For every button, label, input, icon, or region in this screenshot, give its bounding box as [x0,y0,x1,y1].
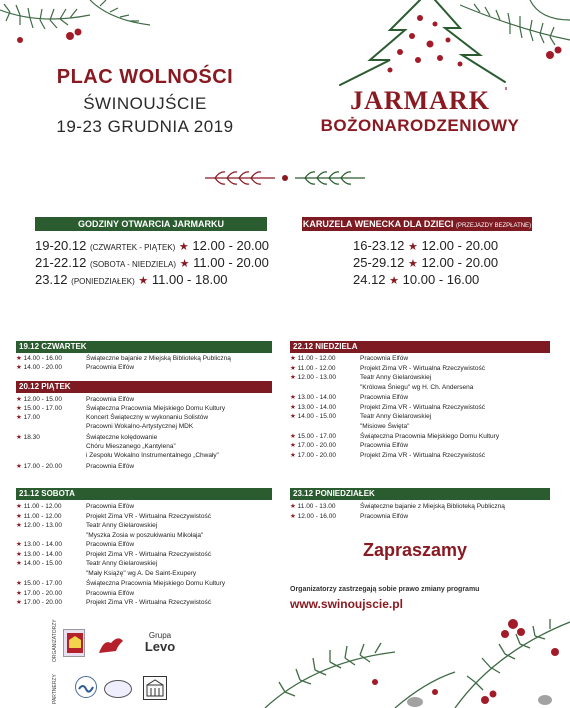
carousel-note: (PRZEJAZDY BEZPŁATNE) [455,223,532,229]
day-events-22 [290,355,550,465]
carousel-row [353,255,498,270]
event-desc: Pracownia Elfów [360,442,409,450]
event-desc: Świąteczne bajanie z Miejską Biblioteką Publiczną [86,355,231,362]
disclaimer-text: Organizatorzy zastrzegają sobie prawo zmiany programu [290,586,480,593]
star-icon: ★ [16,522,22,529]
event-time: 17.00 - 20.00 [23,463,62,470]
partner-logo-2 [104,680,132,698]
event-time: 14.00 - 16.00 [23,355,62,362]
organizers-label: ORGANIZATORZY [52,619,58,662]
event-desc: Pracownia Elfów [86,503,135,510]
event-desc: Pracownia Elfów [86,589,135,597]
ornament-divider [195,167,375,189]
star-icon: ★ [290,432,296,440]
carousel-date: 25-29.12 [353,255,405,270]
partner-logo-3 [143,676,167,700]
carousel-row [353,238,498,253]
star-icon: ★ [290,374,296,382]
day-events-19 [16,355,272,375]
star-icon: ★ [290,393,296,401]
opening-hours-title: GODZINY OTWARCIA JARMARKU [78,219,224,229]
event-desc: Pracownia Elfów [86,541,135,548]
event-time: 11.00 - 13.00 [297,503,336,510]
pine-branch-bottom-right [255,612,570,708]
event-desc: "Mały Książę" wg A. De Saint-Exupery [86,569,197,577]
star-icon: ★ [290,513,296,520]
event-desc: Projekt Zima VR - Wirtualna Rzeczywistość [86,512,211,520]
carousel-date: 16-23.12 [353,238,405,253]
event-desc: Projekt Zima VR - Wirtualna Rzeczywistość [86,550,211,558]
city-name: ŚWINOUJŚCIE [83,94,207,113]
hours-row [35,238,269,253]
star-icon: ★ [290,355,296,362]
star-icon: ★ [16,580,22,587]
carousel-row [353,272,479,287]
event-desc: Teatr Anny Gielarowskiej [360,413,432,421]
star-icon: ★ [407,258,418,270]
event-desc: Projekt Zima VR - Wirtualna Rzeczywistość [360,364,485,372]
day-label: 21.12 SOBOTA [19,489,75,498]
day-label: 19.12 CZWARTEK [19,342,87,351]
event-time: 12.00 - 13.00 [297,374,336,382]
event-time: 11.00 - 12.00 [297,364,336,372]
event-time: 13.00 - 14.00 [23,541,62,548]
day-label: 20.12 PIĄTEK [19,382,71,391]
event-desc: Świąteczna Pracownia Miejskiego Domu Kultury [86,580,226,587]
event-desc: Pracownia Elfów [360,513,409,520]
event-time: 17.00 - 20.00 [23,599,62,606]
event-time: 18.30 [23,434,40,441]
event-time: 13.00 - 14.00 [297,393,336,401]
star-icon: ★ [290,503,296,510]
event-time: 17.00 - 20.00 [23,589,62,597]
star-icon: ★ [16,512,22,520]
day-header-22 [290,341,550,353]
star-icon: ★ [16,541,22,548]
event-title: JARMARK [350,86,490,115]
event-time: 14.00 - 20.00 [23,364,62,371]
event-time: 14.00 - 15.00 [297,413,336,421]
website-link[interactable]: www.swinoujscie.pl [290,597,403,611]
levo-name: Levo [144,639,176,654]
day-label: 23.12 PONIEDZIAŁEK [293,489,375,498]
hours-time: 11.00 - 20.00 [193,255,269,270]
mdk-logo [96,633,126,659]
event-desc: Świąteczna Pracownia Miejskiego Domu Kultury [86,405,226,412]
star-icon: ★ [407,241,418,253]
event-time: 11.00 - 12.00 [297,355,336,362]
day-events-23 [290,503,550,523]
event-time: 17.00 - 20.00 [297,452,336,459]
opening-hours-header [35,217,267,231]
carousel-time: 12.00 - 20.00 [421,238,499,253]
hours-date: 21-22.12 [35,255,87,270]
hours-note: (PONIEDZIAŁEK) [71,277,135,286]
event-desc: Teatr Anny Gielarowskiej [360,374,432,382]
building-icon [144,677,166,699]
star-icon: ★ [290,452,296,459]
event-time: 13.00 - 14.00 [23,550,62,558]
event-time: 12.00 - 13.00 [23,522,62,529]
hours-time: 12.00 - 20.00 [192,238,270,253]
event-desc: Pracownia Elfów [86,364,135,371]
carousel-date: 24.12 [353,272,386,287]
city-crest-logo [63,629,85,657]
event-desc: Koncert Świąteczny w wykonaniu Solistów [86,414,209,421]
event-desc: Teatr Anny Gielarowskiej [86,560,158,567]
invite-text: Zapraszamy [362,540,468,560]
event-desc: Pracownia Elfów [86,396,135,403]
levo-logo [140,631,180,659]
levo-brand: Grupa [148,631,172,640]
event-desc: Pracownia Elfów [360,393,409,401]
day-events-21 [16,503,272,611]
event-desc: Projekt Zima VR - Wirtualna Rzeczywistość [360,403,485,411]
day-header-19 [16,341,272,353]
event-time: 12.00 - 16.00 [297,513,336,520]
day-label: 22.12 NIEDZIELA [293,342,358,351]
star-icon: ★ [290,442,296,450]
event-desc: Świąteczne kolędowanie [86,434,158,441]
carousel-time: 12.00 - 20.00 [421,255,499,270]
star-icon: ★ [290,403,296,411]
star-icon: ★ [389,275,400,287]
hours-note: (CZWARTEK - PIĄTEK) [89,243,176,252]
event-desc: Teatr Anny Gielarowskiej [86,522,158,529]
event-time: 11.00 - 12.00 [23,503,62,510]
event-time: 15.00 - 17.00 [23,580,62,587]
wave-icon [76,677,96,697]
star-icon: ★ [16,589,22,597]
day-header-20 [16,381,272,393]
day-header-23 [290,488,550,500]
hours-date: 19-20.12 [35,238,87,253]
star-icon: ★ [16,396,22,403]
star-icon: ★ [16,355,22,362]
day-header-21 [16,488,272,500]
star-icon: ★ [16,503,22,510]
event-time: 12.00 - 15.00 [23,396,62,403]
event-desc: Pracowni Wokalno-Artystycznej MDK [86,423,194,430]
carousel-header [302,217,532,231]
event-desc: i Zespołu Wokalno Instrumentalnego „Chwały” [86,452,219,459]
partner-logo-1 [75,676,97,698]
hours-row [35,272,228,287]
christmas-tree-icon [320,0,520,90]
event-time: 15.00 - 17.00 [23,405,62,412]
star-icon: ★ [16,560,22,567]
partners-label: PARTNERZY [52,674,58,704]
event-time: 14.00 - 15.00 [23,560,62,567]
star-icon: ★ [16,434,22,441]
star-icon: ★ [16,405,22,412]
event-desc: Pracownia Elfów [360,355,409,362]
event-time: 13.00 - 14.00 [297,403,336,411]
event-desc: Świąteczne bajanie z Miejską Biblioteką Publiczną [360,503,505,510]
star-icon: ★ [16,599,22,606]
event-subtitle: BOŻONARODZENIOWY [320,116,520,135]
event-time: 11.00 - 12.00 [23,512,62,520]
hours-time: 11.00 - 18.00 [151,272,228,287]
event-desc: "Myszka Zosia w poszukiwaniu Mikołaja" [86,531,204,539]
star-icon: ★ [179,258,190,270]
star-icon: ★ [290,413,296,421]
star-icon: ★ [178,241,189,253]
event-time: 15.00 - 17.00 [297,432,336,440]
event-dates: 19-23 GRUDNIA 2019 [56,117,234,136]
event-time: 17.00 [23,414,40,421]
carousel-time: 10.00 - 16.00 [402,272,480,287]
event-desc: "Misiowe Święta" [360,422,410,430]
pine-branch-top-left [0,0,150,60]
star-icon: ★ [16,463,22,470]
star-icon: ★ [16,364,22,371]
hours-row [35,255,269,270]
star-icon: ★ [16,414,22,421]
carousel-title: KARUZELA WENECKA DLA DZIECI [302,219,454,229]
star-icon: ★ [16,550,22,558]
event-desc: Projekt Zima VR - Wirtualna Rzeczywistość [360,452,485,459]
pegasus-icon [96,633,126,659]
hours-date: 23.12 [35,272,68,287]
star-icon: ★ [138,275,149,287]
event-desc: Pracownia Elfów [86,463,135,470]
event-desc: Projekt Zima VR - Wirtualna Rzeczywistość [86,599,211,606]
event-desc: Chóru Mieszanego „Kantylena” [86,443,176,450]
day-events-20 [16,396,272,474]
crest-icon [64,630,86,658]
hours-note: (SOBOTA - NIEDZIELA) [89,260,177,269]
venue-name: PLAC WOLNOŚCI [56,66,234,88]
event-desc: "Królowa Śniegu" wg H. Ch. Andersena [360,384,474,392]
star-icon: ★ [290,364,296,372]
event-time: 17.00 - 20.00 [297,442,336,450]
event-desc: Świąteczna Pracownia Miejskiego Domu Kultury [360,432,500,440]
